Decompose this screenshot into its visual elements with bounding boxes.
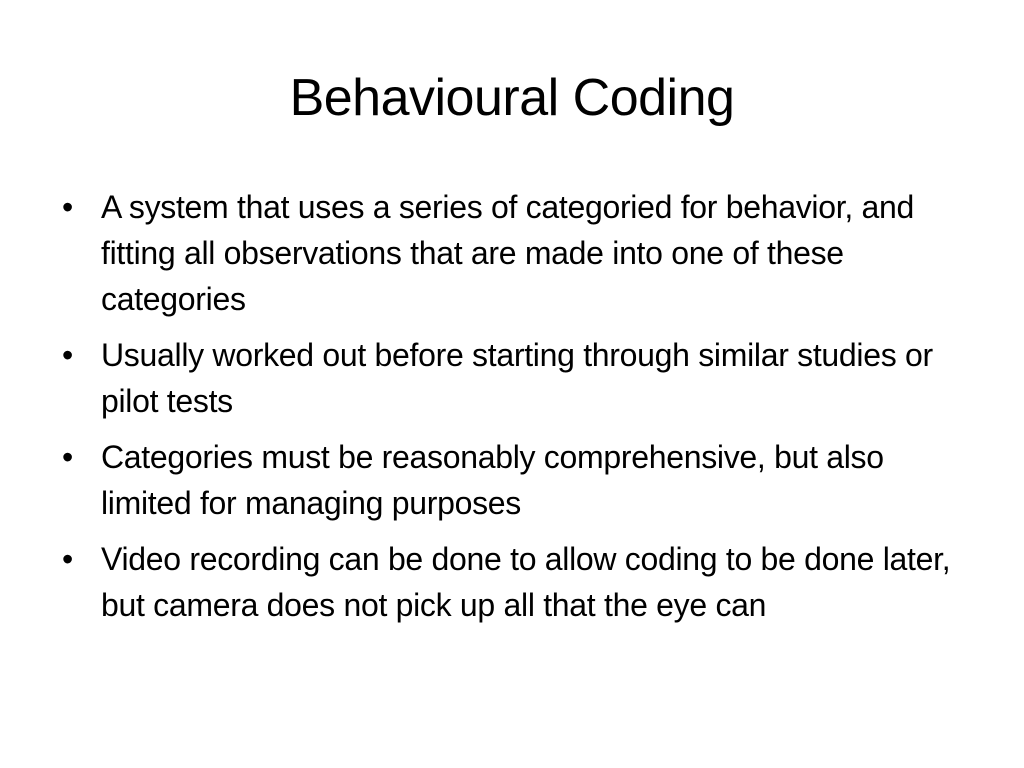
bullet-text: Usually worked out before starting through similar studies or pilot tests xyxy=(101,337,933,419)
bullet-list xyxy=(56,184,956,638)
bullet-icon: • xyxy=(62,541,73,577)
bullet-text: Categories must be reasonably comprehensive, but also limited for managing purposes xyxy=(101,439,884,521)
bullet-item xyxy=(56,536,956,628)
bullet-text: A system that uses a series of categoried for behavior, and fitting all observations that are made into one of these categories xyxy=(101,189,914,317)
slide-title: Behavioural Coding xyxy=(289,69,735,127)
bullet-icon: • xyxy=(62,337,73,373)
bullet-icon: • xyxy=(62,189,73,225)
bullet-item xyxy=(56,184,956,322)
bullet-text: Video recording can be done to allow coding to be done later, but camera does not pick up all that the eye can xyxy=(101,541,951,623)
bullet-item xyxy=(56,434,956,526)
bullet-item xyxy=(56,332,956,424)
bullet-icon: • xyxy=(62,439,73,475)
